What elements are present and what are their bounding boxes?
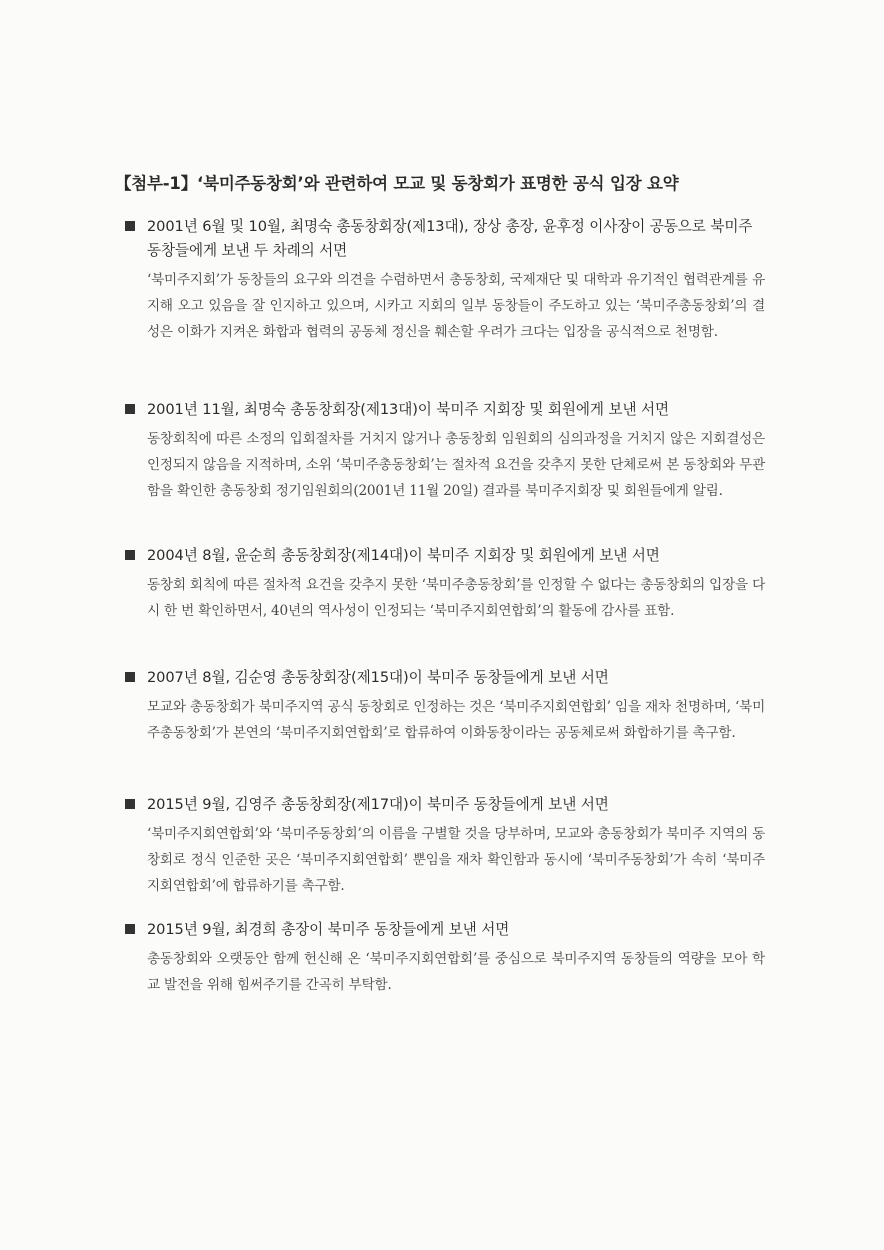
section-heading: 2001년 6월 및 10월, 최명숙 총동창회장(제13대), 장상 총장, 윤후정 이사장이 공동으로 북미주 동창들에게 보낸 두 차례의 서면 [147,218,753,259]
section-body: 총동창회와 오랫동안 함께 헌신해 온 ‘북미주지회연합회’를 중심으로 북미주지역 동창들의 역량을 모아 학교 발전을 위해 힘써주기를 간곡히 부탁함. [147,951,765,993]
square-bullet-icon [125,550,135,560]
section-header [125,793,765,817]
section-2001-june-october [125,215,765,345]
section-body: 모교와 총동창회가 북미주지역 공식 동창회로 인정하는 것은 ‘북미주지회연합회’ 임을 재차 천명하며, ‘북미주총동창회’가 본연의 ‘북미주지회연합회’로 합류하여 이화동창이라는 공동체로써 화합하기를 촉구함. [147,699,765,741]
square-bullet-icon [125,672,135,682]
section-heading: 2015년 9월, 김영주 총동창회장(제17대)이 북미주 동창들에게 보낸 서면 [147,796,609,813]
document-title: 【첨부-1】‘북미주동창회’와 관련하여 모교 및 동창회가 표명한 공식 입장 요약 [115,174,679,193]
section-header [125,215,765,263]
square-bullet-icon [125,221,135,231]
section-2004-august [125,544,765,624]
section-2015-september-choi [125,918,765,998]
section-2015-september-kim [125,793,765,899]
section-heading: 2007년 8월, 김순영 총동창회장(제15대)이 북미주 동창들에게 보낸 서면 [147,669,609,686]
section-body: ‘북미주지회연합회’와 ‘북미주동창회’의 이름을 구별할 것을 당부하며, 모교와 총동창회가 북미주 지역의 동창회로 정식 인준한 곳은 ‘북미주지회연합회’ 뿐임을 재차 확인함과 동시에 ‘북미주동창회’가 속히 ‘북미주지회연합회’에 합류하기를 촉구함. [147,826,765,894]
square-bullet-icon [125,404,135,414]
square-bullet-icon [125,799,135,809]
section-body: 동창회 회칙에 따른 절차적 요건을 갖추지 못한 ‘북미주총동창회’를 인정할 수 없다는 총동창회의 입장을 다시 한 번 확인하면서, 40년의 역사성이 인정되는 ‘북미주지회연합회’의 활동에 감사를 표함. [147,577,765,619]
square-bullet-icon [125,924,135,934]
section-heading: 2015년 9월, 최경희 총장이 북미주 동창들에게 보낸 서면 [147,921,510,938]
section-body: ‘북미주지회’가 동창들의 요구와 의견을 수렴하면서 총동창회, 국제재단 및 대학과 유기적인 협력관계를 유지해 오고 있음을 잘 인지하고 있으며, 시카고 지회의 일부 동창들이 주도하고 있는 ‘북미주총동창회’의 결성은 이화가 지켜온 화합과 협력의 공동체 정신을 훼손할 우려가 크다는 입장을 공식적으로 천명함. [147,272,765,340]
section-body: 동창회칙에 따른 소정의 입회절차를 거치지 않거나 총동창회 임원회의 심의과정을 거치지 않은 지회결성은 인정되지 않음을 지적하며, 소위 ‘북미주총동창회’는 절차적 요건을 갖추지 못한 단체로써 본 동창회와 무관함을 확인한 총동창회 정기임원회의(2001년 11월 20일) 결과를 북미주지회장 및 회원들에게 알림. [147,431,765,499]
section-header [125,544,765,568]
section-heading: 2001년 11월, 최명숙 총동창회장(제13대)이 북미주 지회장 및 회원에게 보낸 서면 [147,401,669,418]
section-2007-august [125,666,765,746]
section-2001-november [125,398,765,504]
section-header [125,666,765,690]
section-header [125,398,765,422]
section-heading: 2004년 8월, 윤순희 총동창회장(제14대)이 북미주 지회장 및 회원에게 보낸 서면 [147,547,660,564]
section-header [125,918,765,942]
